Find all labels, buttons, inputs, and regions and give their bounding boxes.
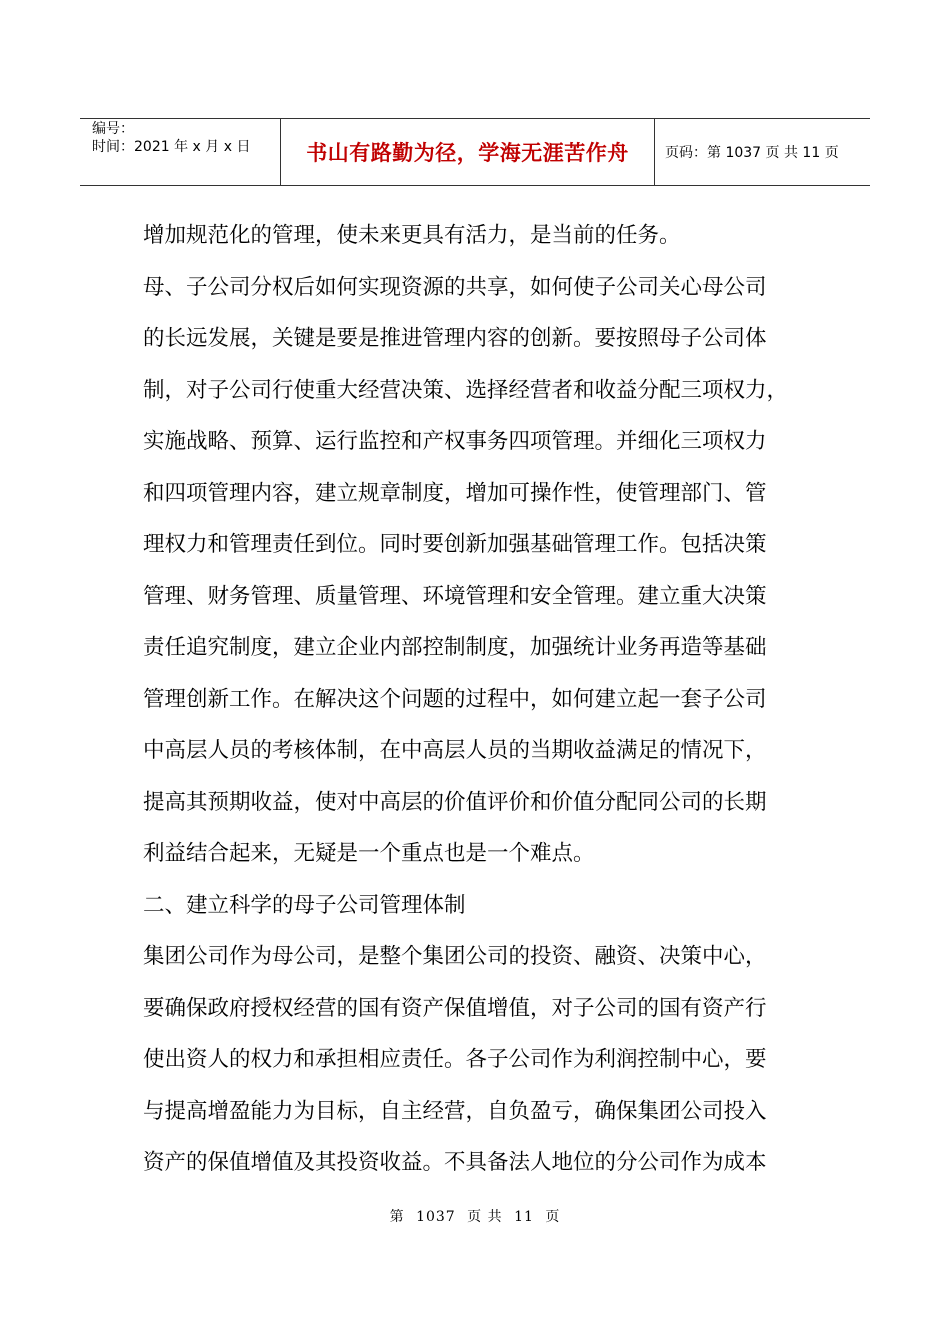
footer-suffix: 页 xyxy=(545,1209,561,1225)
body-line: 实施战略、预算、运行监控和产权事务四项管理。并细化三项权力 xyxy=(143,429,767,454)
body-line: 管理创新工作。在解决这个问题的过程中，如何建立起一套子公司 xyxy=(143,686,767,712)
document-number-label: 编号： xyxy=(92,121,134,137)
body-line: 与提高增盈能力为目标，自主经营，自负盈亏，确保集团公司投入 xyxy=(143,1098,767,1124)
section-heading: 二、建立科学的母子公司管理体制 xyxy=(143,892,466,918)
body-line: 的长远发展，关键是要是推进管理内容的创新。要按照母子公司体 xyxy=(143,326,767,351)
body-line: 集团公司作为母公司，是整个集团公司的投资、融资、决策中心， xyxy=(143,944,767,969)
body-line: 增加规范化的管理，使未来更具有活力，是当前的任务。 xyxy=(143,223,681,248)
body-line: 和四项管理内容，建立规章制度，增加可操作性，使管理部门、管 xyxy=(143,480,767,506)
page-footer xyxy=(0,1206,950,1226)
page-header xyxy=(80,118,870,186)
footer-mid: 页 共 xyxy=(467,1209,503,1225)
body-line: 制，对子公司行使重大经营决策、选择经营者和收益分配三项权力， xyxy=(143,377,789,403)
body-line: 使出资人的权力和承担相应责任。各子公司作为利润控制中心，要 xyxy=(143,1047,767,1072)
body-line: 资产的保值增值及其投资收益。不具备法人地位的分公司作为成本 xyxy=(143,1150,767,1175)
header-motto: 书山有路勤为径，学海无涯苦作舟 xyxy=(281,119,655,185)
footer-prefix: 第 xyxy=(389,1209,405,1225)
body-line: 理权力和管理责任到位。同时要创新加强基础管理工作。包括决策 xyxy=(143,532,767,557)
footer-total-pages: 11 xyxy=(514,1209,534,1225)
body-line: 管理、财务管理、质量管理、环境管理和安全管理。建立重大决策 xyxy=(143,583,767,609)
body-line: 责任追究制度，建立企业内部控制制度，加强统计业务再造等基础 xyxy=(143,635,767,660)
body-line: 中高层人员的考核体制，在中高层人员的当期收益满足的情况下， xyxy=(143,738,767,763)
header-meta xyxy=(80,119,281,185)
header-page-info: 页码：第 1037 页 共 11 页 xyxy=(665,145,839,161)
footer-current-page: 1037 xyxy=(416,1209,456,1225)
body-line: 提高其预期收益，使对中高层的价值评价和价值分配同公司的长期 xyxy=(143,789,767,815)
body-line: 母、子公司分权后如何实现资源的共享，如何使子公司关心母公司 xyxy=(143,274,767,300)
document-time-label: 时间：2021 年 x 月 x 日 xyxy=(92,139,251,155)
document-body xyxy=(143,210,823,1189)
body-line: 要确保政府授权经营的国有资产保值增值，对子公司的国有资产行 xyxy=(143,995,767,1021)
body-line: 利益结合起来，无疑是一个重点也是一个难点。 xyxy=(143,841,595,866)
